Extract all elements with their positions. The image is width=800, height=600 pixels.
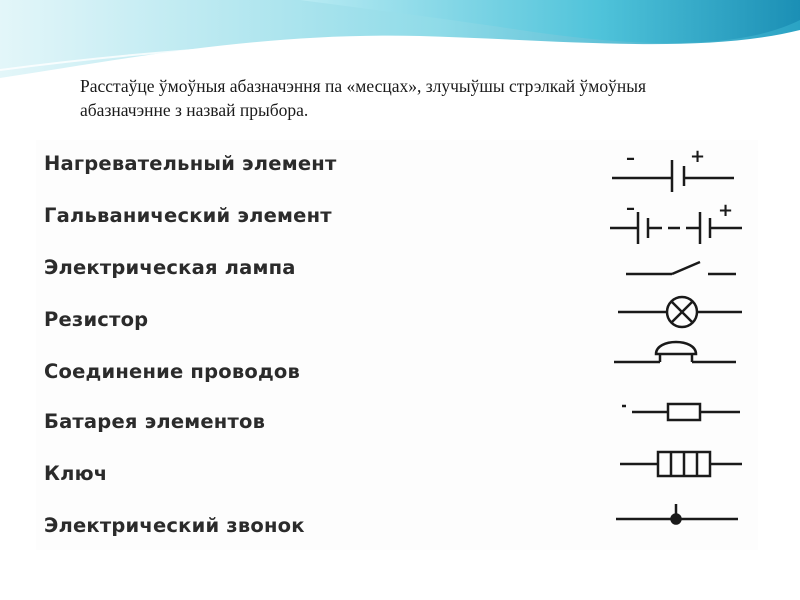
term-electric-bell: Электрический звонок: [44, 514, 305, 537]
battery-symbol-icon: [610, 198, 742, 244]
plus-sign: +: [690, 146, 706, 167]
bell-symbol-icon: [614, 342, 736, 362]
resistor-symbol-icon: [622, 404, 740, 420]
term-heating-element: Нагревательный элемент: [44, 152, 337, 175]
lamp-symbol-icon: [618, 297, 742, 327]
term-resistor: Резистор: [44, 308, 149, 331]
term-switch-key: Ключ: [44, 462, 108, 485]
plus-sign: +: [718, 200, 734, 221]
term-electric-lamp: Электрическая лампа: [44, 256, 296, 279]
minus-sign: –: [626, 148, 635, 169]
minus-sign: –: [626, 198, 635, 219]
wire-junction-symbol-icon: [616, 504, 738, 524]
switch-key-symbol-icon: [626, 262, 736, 274]
task-instruction: Расстаўце ўмоўныя абазначэння па «месцах», злучыўшы стрэлкай ўмоўныя абазначэнне з назвай прыбора.: [80, 76, 647, 120]
symbols-column: [600, 140, 760, 540]
term-wire-junction: Соединение проводов: [44, 360, 301, 383]
galvanic-cell-symbol-icon: [612, 146, 734, 192]
term-galvanic-cell: Гальванический элемент: [44, 204, 332, 227]
term-battery: Батарея элементов: [44, 410, 266, 433]
heating-element-symbol-icon: [620, 452, 742, 476]
